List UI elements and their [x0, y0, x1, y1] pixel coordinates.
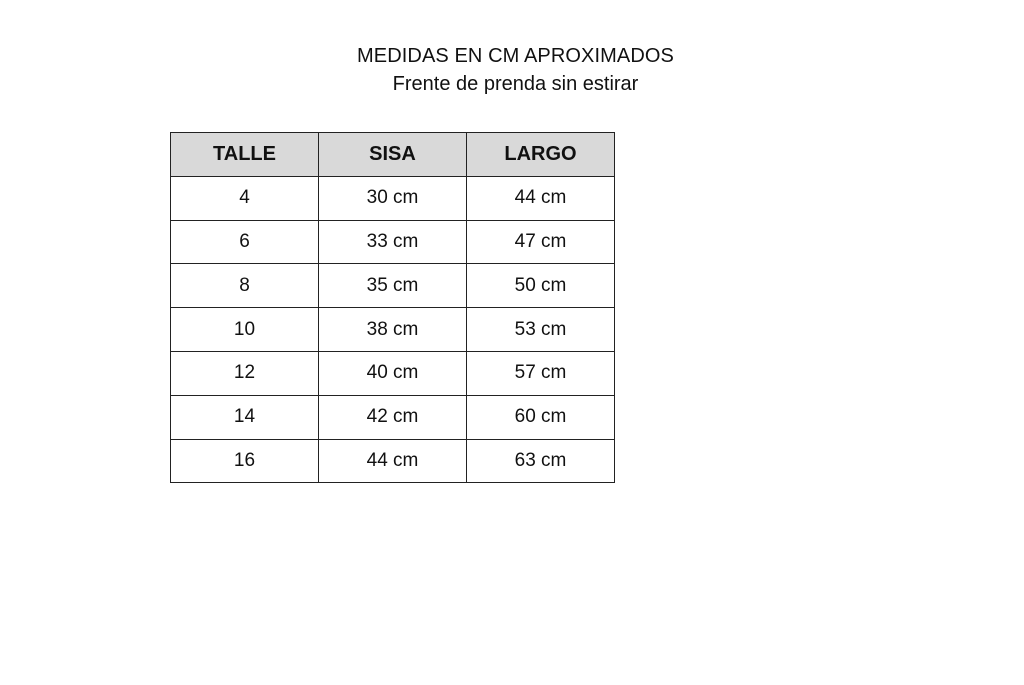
cell-talle: 6	[171, 220, 319, 264]
cell-talle: 8	[171, 264, 319, 308]
table-header	[171, 133, 615, 177]
cell-talle: 10	[171, 308, 319, 352]
cell-sisa: 33 cm	[319, 220, 467, 264]
cell-sisa: 38 cm	[319, 308, 467, 352]
table-row	[171, 395, 615, 439]
cell-talle: 4	[171, 176, 319, 220]
column-header-largo: LARGO	[467, 133, 615, 177]
table-row	[171, 308, 615, 352]
page-title: MEDIDAS EN CM APROXIMADOS	[357, 45, 674, 67]
table-row	[171, 351, 615, 395]
cell-sisa: 35 cm	[319, 264, 467, 308]
cell-largo: 47 cm	[467, 220, 615, 264]
header-row	[171, 133, 615, 177]
table-row	[171, 220, 615, 264]
cell-largo: 57 cm	[467, 351, 615, 395]
cell-largo: 53 cm	[467, 308, 615, 352]
column-header-sisa: SISA	[319, 133, 467, 177]
size-table	[170, 132, 615, 483]
cell-sisa: 40 cm	[319, 351, 467, 395]
cell-talle: 12	[171, 351, 319, 395]
cell-sisa: 44 cm	[319, 439, 467, 483]
cell-largo: 63 cm	[467, 439, 615, 483]
cell-sisa: 30 cm	[319, 176, 467, 220]
cell-talle: 14	[171, 395, 319, 439]
table-row	[171, 176, 615, 220]
cell-largo: 50 cm	[467, 264, 615, 308]
cell-largo: 60 cm	[467, 395, 615, 439]
table-row	[171, 439, 615, 483]
table-body	[171, 176, 615, 483]
page-subtitle: Frente de prenda sin estirar	[392, 73, 639, 95]
column-header-talle: TALLE	[171, 133, 319, 177]
cell-largo: 44 cm	[467, 176, 615, 220]
cell-talle: 16	[171, 439, 319, 483]
table-row	[171, 264, 615, 308]
cell-sisa: 42 cm	[319, 395, 467, 439]
